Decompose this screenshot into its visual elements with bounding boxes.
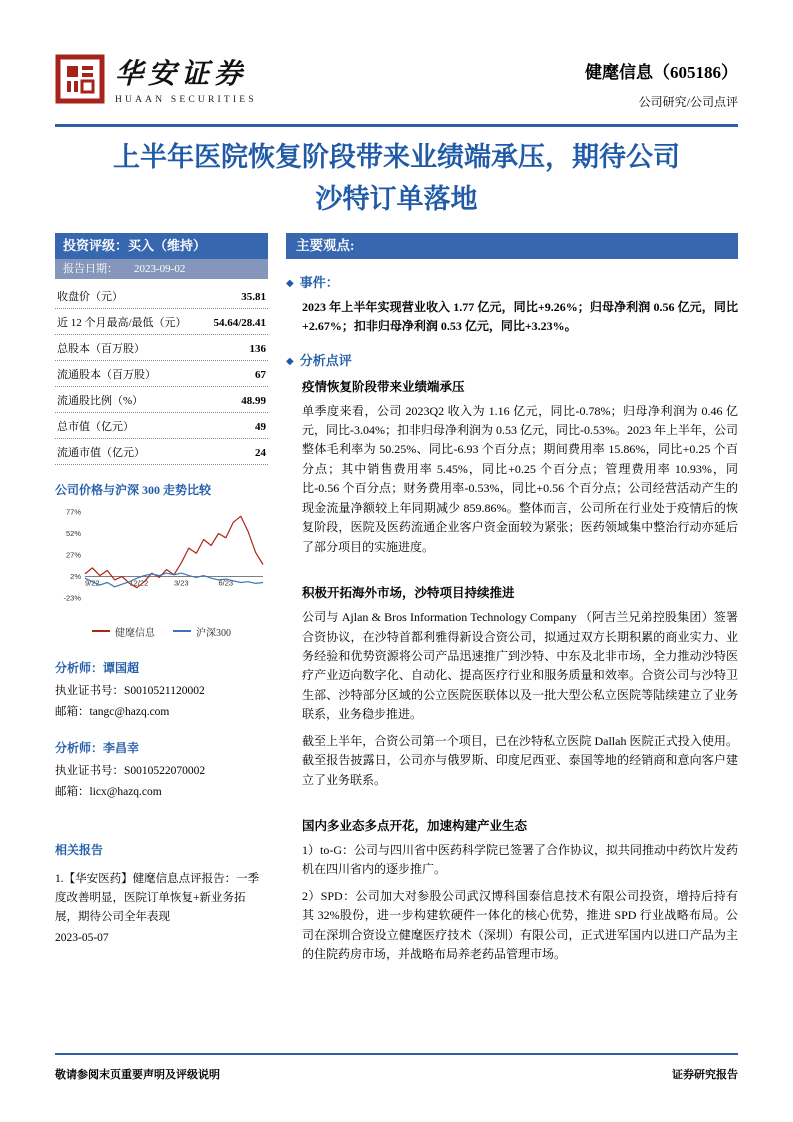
legend-item-company <box>92 624 155 639</box>
svg-text:77%: 77% <box>65 507 81 517</box>
report-title-line1: 上半年医院恢复阶段带来业绩端承压，期待公司 <box>113 142 680 172</box>
email-label: 邮箱： <box>55 785 90 798</box>
analyst-name <box>55 659 268 676</box>
report-header <box>0 0 793 110</box>
sidebar <box>55 233 268 965</box>
overseas-paragraph-1: 公司与 Ajlan & Bros Information Technology Company （阿吉兰兄弟控股集团）签署合资协议，在沙特首都利雅得新设合资公司，拟通过双方长期积累的商业实力、业务经验和优势资源将公司产品迅速推广到沙特、中东及北非市场，全力推动沙特医疗产业迈向数字化、自动化、提高医疗行业和服务质量和效率。合资公司与沙特卫生部、沙特部分区域的公立医院医联体以及一批大型公私立医院等陆续建立了业务联系，业务稳步推进。 <box>302 610 738 722</box>
analyst-block-1 <box>55 659 268 719</box>
analyst-cert <box>55 682 268 698</box>
email-label: 邮箱： <box>55 705 90 718</box>
stat-row-close-price <box>55 283 268 309</box>
stat-label: 流通股本（百万股） <box>57 368 156 381</box>
stat-value: 35.81 <box>241 290 266 303</box>
report-title-line2: 沙特订单落地 <box>315 183 478 214</box>
svg-text:3/23: 3/23 <box>174 578 189 588</box>
stat-value: 67 <box>255 368 266 381</box>
analysis-section-header <box>286 350 738 369</box>
investment-rating-bar: 投资评级：买入（维持） <box>55 233 268 259</box>
analyst-name <box>55 739 268 756</box>
stat-row-float-ratio <box>55 387 268 413</box>
related-reports-heading: 相关报告 <box>55 842 104 857</box>
analyst-block-2 <box>55 739 268 799</box>
event-section-header <box>286 272 738 291</box>
legend-item-index <box>173 624 231 639</box>
related-report-text: 1.【华安医药】健麾信息点评报告：一季度改善明显，医院订单恢复+新业务拓展，期待公司全年表现 <box>55 872 260 923</box>
stat-label: 总股本（百万股） <box>57 342 145 355</box>
subsection-title-performance: 疫情恢复阶段带来业绩端承压 <box>302 379 465 394</box>
analyst-name-text: 谭国超 <box>103 660 140 675</box>
svg-text:27%: 27% <box>65 550 81 560</box>
legend-label-company: 健麾信息 <box>115 627 155 639</box>
legend-label-index: 沪深300 <box>196 627 231 639</box>
performance-paragraph: 单季度来看，公司 2023Q2 收入为 1.16 亿元，同比-0.78%；归母净利润为 0.46 亿元，同比-3.04%；扣非归母净利润为 0.53 亿元，同比-0.53%。2023 年上半年，公司整体毛利率为 50.25%、同比-6.93 个百分点；期间费用率 15.86%，同比+0.25 个百分点；其中销售费用率 5.45%，同比+0.25 个百分点；管理费用率 10.93%，同比-0.56 个百分点；财务费用率-0.53%，同比+0.56 个百分点；公司经营活动产生的现金流量净额较上年同期减少 859.86%。整体而言，公司所在行业处于疫情后的恢复阶段，医院及医药流通企业客户资金面较为紧张；医药领域集中整治行动亦延后了部分项目的实施进度。 <box>302 403 738 554</box>
cert-label: 执业证书号： <box>55 764 124 777</box>
analyst-email-link[interactable]: licx@hazq.com <box>89 785 162 798</box>
stat-label: 流通股比例（%） <box>57 394 144 407</box>
diamond-bullet-icon: ◆ <box>286 355 294 367</box>
cert-label: 执业证书号： <box>55 684 124 697</box>
main-column <box>286 233 738 965</box>
analyst-role-label: 分析师： <box>55 740 104 755</box>
stat-row-float-cap <box>55 439 268 465</box>
domestic-item-2: 2）SPD：公司加大对参股公司武汉博科国泰信息技术有限公司投资，增持后持有其 32%股份，进一步构建软硬件一体化的核心优势，推进 SPD 行业战略布局。公司在深圳合资设立健麾医疗技术（深圳）有限公司，正式进军国内以进口产品为主的住院药房市场，并战略布局养老药品管理市场。 <box>302 888 738 962</box>
content-columns <box>0 233 793 965</box>
svg-text:52%: 52% <box>65 528 81 538</box>
analyst-name-text: 李昌幸 <box>103 740 140 755</box>
svg-text:2%: 2% <box>70 571 81 581</box>
overseas-paragraph-2: 截至上半年，合资公司第一个项目，已在沙特私立医院 Dallah 医院正式投入使用。截至报告披露日，公司亦与俄罗斯、印度尼西亚、泰国等地的经销商和意向客户建立了业务联系。 <box>302 733 738 787</box>
analyst-email-link[interactable]: tangc@hazq.com <box>89 705 170 718</box>
stat-row-total-shares <box>55 335 268 361</box>
brand-text <box>115 52 257 105</box>
stat-value: 24 <box>255 446 266 459</box>
report-date-value: 2023-09-02 <box>134 262 186 275</box>
brand-block <box>55 52 257 105</box>
stat-row-high-low <box>55 309 268 335</box>
cert-number: S0010522070002 <box>124 764 206 777</box>
header-divider <box>55 124 738 127</box>
stat-row-float-shares <box>55 361 268 387</box>
stat-label: 收盘价（元） <box>57 290 123 303</box>
stat-row-market-cap <box>55 413 268 439</box>
analyst-email-row <box>55 783 268 799</box>
stock-title: 健麾信息（605186） <box>585 63 738 82</box>
huaan-seal-logo-icon <box>55 54 105 104</box>
footer-disclaimer: 敬请参阅末页重要声明及评级说明 <box>55 1069 220 1081</box>
subsection-title-domestic: 国内多业态多点开花，加速构建产业生态 <box>302 819 528 833</box>
event-paragraph: 2023 年上半年实现营业收入 1.77 亿元，同比+9.26%；归母净利润 0.56 亿元，同比+2.67%；扣非归母净利润 0.53 亿元，同比+3.23%。 <box>302 299 738 334</box>
stat-value: 136 <box>249 342 266 355</box>
analyst-email-row <box>55 703 268 719</box>
stat-label: 流通市值（亿元） <box>57 446 145 459</box>
report-date-label: 报告日期： <box>63 262 118 275</box>
report-type: 公司研究/公司点评 <box>638 95 738 109</box>
chart-legend <box>55 624 268 639</box>
stat-label: 总市值（亿元） <box>57 420 134 433</box>
svg-text:6/23: 6/23 <box>218 578 234 588</box>
report-date-bar <box>55 259 268 279</box>
analyst-role-label: 分析师： <box>55 660 104 675</box>
svg-text:-23%: -23% <box>63 593 81 603</box>
footer-report-type: 证券研究报告 <box>672 1069 738 1081</box>
main-heading-bar: 主要观点: <box>286 233 738 259</box>
analysis-label: 分析点评 <box>299 352 352 368</box>
legend-blue-line-icon <box>173 630 191 632</box>
stat-value: 49 <box>255 420 266 433</box>
related-report-date: 2023-05-07 <box>55 931 109 944</box>
price-chart-title: 公司价格与沪深 300 走势比较 <box>55 482 212 497</box>
domestic-item-1: 1）to-G：公司与四川省中医药科学院已签署了合作协议，拟共同推动中药饮片发药机在四川省内的逐步推广。 <box>302 843 738 877</box>
subsection-title-overseas: 积极开拓海外市场，沙特项目持续推进 <box>302 586 515 601</box>
legend-red-line-icon <box>92 630 110 632</box>
related-report-item <box>55 870 268 948</box>
stat-value: 54.64/28.41 <box>213 316 266 329</box>
brand-name-cn: 华安证券 <box>115 59 248 90</box>
stat-label: 近 12 个月最高/最低（元） <box>57 316 187 329</box>
page-footer <box>55 1053 738 1082</box>
report-title <box>55 137 738 221</box>
svg-text:9/22: 9/22 <box>85 578 100 588</box>
cert-number: S0010521120002 <box>124 684 205 697</box>
svg-text:12/22: 12/22 <box>129 578 149 588</box>
brand-name-en: HUAAN SECURITIES <box>115 95 257 105</box>
price-comparison-chart <box>55 504 268 622</box>
diamond-bullet-icon: ◆ <box>286 277 294 289</box>
analyst-cert <box>55 762 268 778</box>
stat-value: 48.99 <box>241 394 266 407</box>
event-label: 事件： <box>299 274 339 290</box>
header-right <box>585 52 738 110</box>
key-stats-table <box>55 283 268 465</box>
